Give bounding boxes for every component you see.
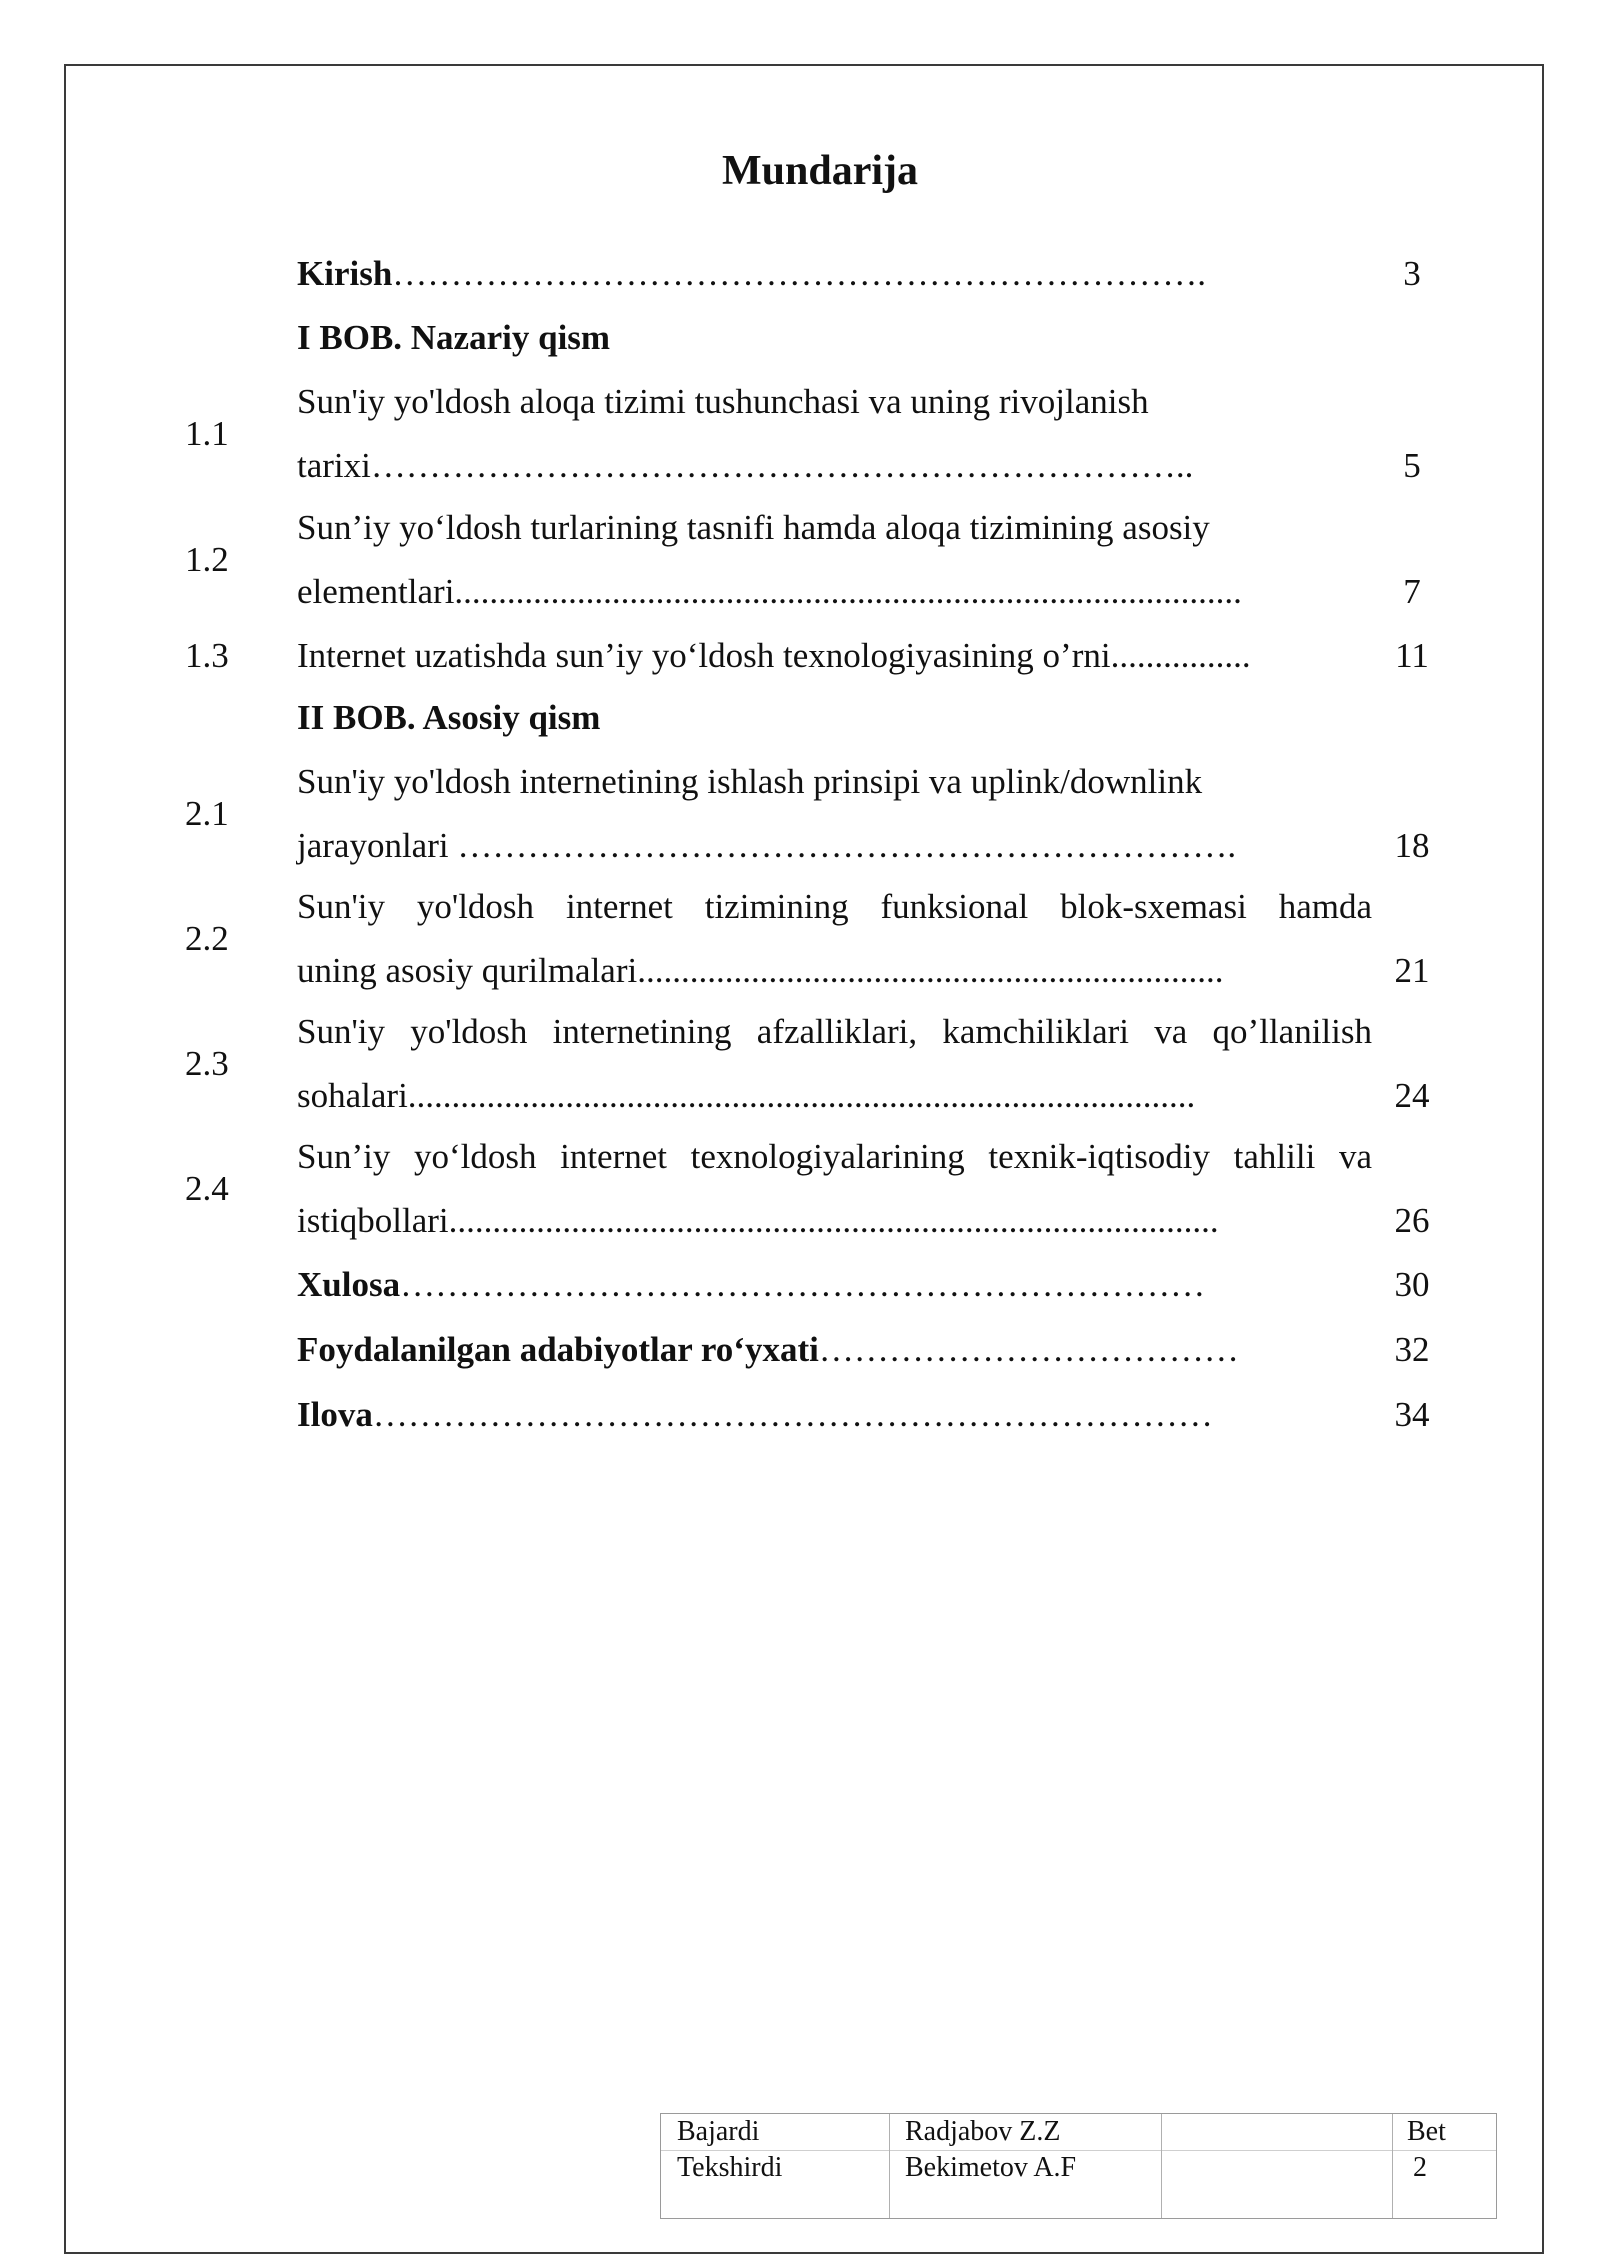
toc-page-number: 11 <box>1395 636 1429 675</box>
stamp-page-label: Bet <box>1407 2116 1446 2147</box>
stamp-col-divider <box>1161 2114 1162 2218</box>
toc-section-number: 1.2 <box>185 540 229 579</box>
toc-entry-line: sohalari.......................................................................................... <box>297 1076 1196 1115</box>
toc-entry-line: istiqbollari........................................................................................ <box>297 1201 1219 1240</box>
toc-entry-line: Internet uzatishda sun’iy yo‘ldosh texnologiyasining o’rni................ <box>297 636 1251 675</box>
toc-entry-label: Kirish <box>297 254 393 293</box>
toc-page-number: 21 <box>1394 951 1430 990</box>
toc-entry-1-1 <box>185 370 1467 498</box>
stamp-performer-label: Bajardi <box>677 2116 760 2147</box>
toc-entry-label: Xulosa <box>297 1265 401 1304</box>
toc-section-number: 2.2 <box>185 919 229 958</box>
toc-page-number: 5 <box>1403 446 1421 485</box>
toc-section-number: 2.3 <box>185 1044 229 1083</box>
page-title: Mundarija <box>721 148 918 194</box>
toc-entry-line: Sun’iy yo‘ldosh turlarining tasnifi hamda aloqa tizimining asosiy <box>297 508 1210 547</box>
toc-entry-1-3 <box>185 624 1467 688</box>
toc-leader-dots: ……………………………… <box>818 1330 1239 1369</box>
stamp-row-divider <box>661 2150 1496 2151</box>
toc-entry-2-3 <box>185 1000 1467 1128</box>
toc-page-number: 26 <box>1394 1201 1430 1240</box>
stamp-col-divider <box>889 2114 890 2218</box>
toc-page-number: 18 <box>1394 826 1430 865</box>
toc-entry-adabiyotlar <box>297 1318 1467 1382</box>
toc-entry-line: Sun'iy yo'ldosh internetining ishlash prinsipi va uplink/downlink <box>297 762 1203 801</box>
toc-entry-xulosa <box>297 1253 1467 1317</box>
toc-page-number: 32 <box>1394 1330 1430 1369</box>
toc-page-number: 34 <box>1394 1395 1430 1434</box>
toc-entry-line: elementlari.......................................................................................... <box>297 572 1242 611</box>
stamp-checker-name: Bekimetov A.F <box>905 2152 1077 2183</box>
toc-entry-1-2 <box>185 496 1467 624</box>
toc-entry-label: Foydalanilgan adabiyotlar ro‘yxati <box>297 1330 819 1369</box>
toc-entry-ilova <box>297 1383 1467 1447</box>
toc-page-number: 24 <box>1394 1076 1430 1115</box>
toc-section-number: 1.1 <box>185 414 229 453</box>
toc-entry-line: Sun'iy yo'ldosh internet tizimining funksional blok-sxemasi hamda <box>297 887 1372 926</box>
toc-section-number: 2.1 <box>185 794 229 833</box>
stamp-checker-label: Tekshirdi <box>677 2152 783 2183</box>
toc-chapter-heading-2: II BOB. Asosiy qism <box>297 698 601 737</box>
stamp-col-divider <box>1392 2114 1393 2218</box>
toc-section-number: 2.4 <box>185 1169 229 1208</box>
toc-entry-line: jarayonlari …………………………………………………………. <box>297 826 1237 865</box>
toc-page-number: 30 <box>1394 1265 1430 1304</box>
toc-leader-dots: …………………………………………………………… <box>400 1265 1206 1304</box>
toc-entry-line: uning asosiy qurilmalari................................................................... <box>297 951 1224 990</box>
toc-entry-line: Sun'iy yo'ldosh internetining afzalliklari, kamchiliklari va qo’llanilish <box>297 1012 1372 1051</box>
toc-page-number: 3 <box>1403 254 1421 293</box>
toc-entry-line: tarixi…………………………………………………………….. <box>297 446 1194 485</box>
stamp-page-number: 2 <box>1413 2152 1427 2183</box>
toc-entry-line: Sun’iy yo‘ldosh internet texnologiyalarining texnik-iqtisodiy tahlili va <box>297 1137 1372 1176</box>
toc-entry-2-2 <box>185 875 1467 1003</box>
toc-chapter-heading-1: I BOB. Nazariy qism <box>297 318 611 357</box>
toc-entry-line: Sun'iy yo'ldosh aloqa tizimi tushunchasi va uning rivojlanish <box>297 382 1149 421</box>
stamp-table <box>660 2113 1497 2219</box>
toc-leader-dots: ……………………………………………………………… <box>372 1395 1213 1434</box>
toc-leader-dots: ……………………………………………………………. <box>392 254 1207 293</box>
toc-section-number: 1.3 <box>185 636 229 675</box>
toc-entry-2-1 <box>185 750 1467 878</box>
toc-page-number: 7 <box>1403 572 1421 611</box>
toc-entry-2-4 <box>185 1125 1467 1253</box>
toc-entry-kirish <box>297 242 1467 306</box>
toc-entry-label: Ilova <box>297 1395 373 1434</box>
stamp-performer-name: Radjabov Z.Z <box>905 2116 1061 2147</box>
